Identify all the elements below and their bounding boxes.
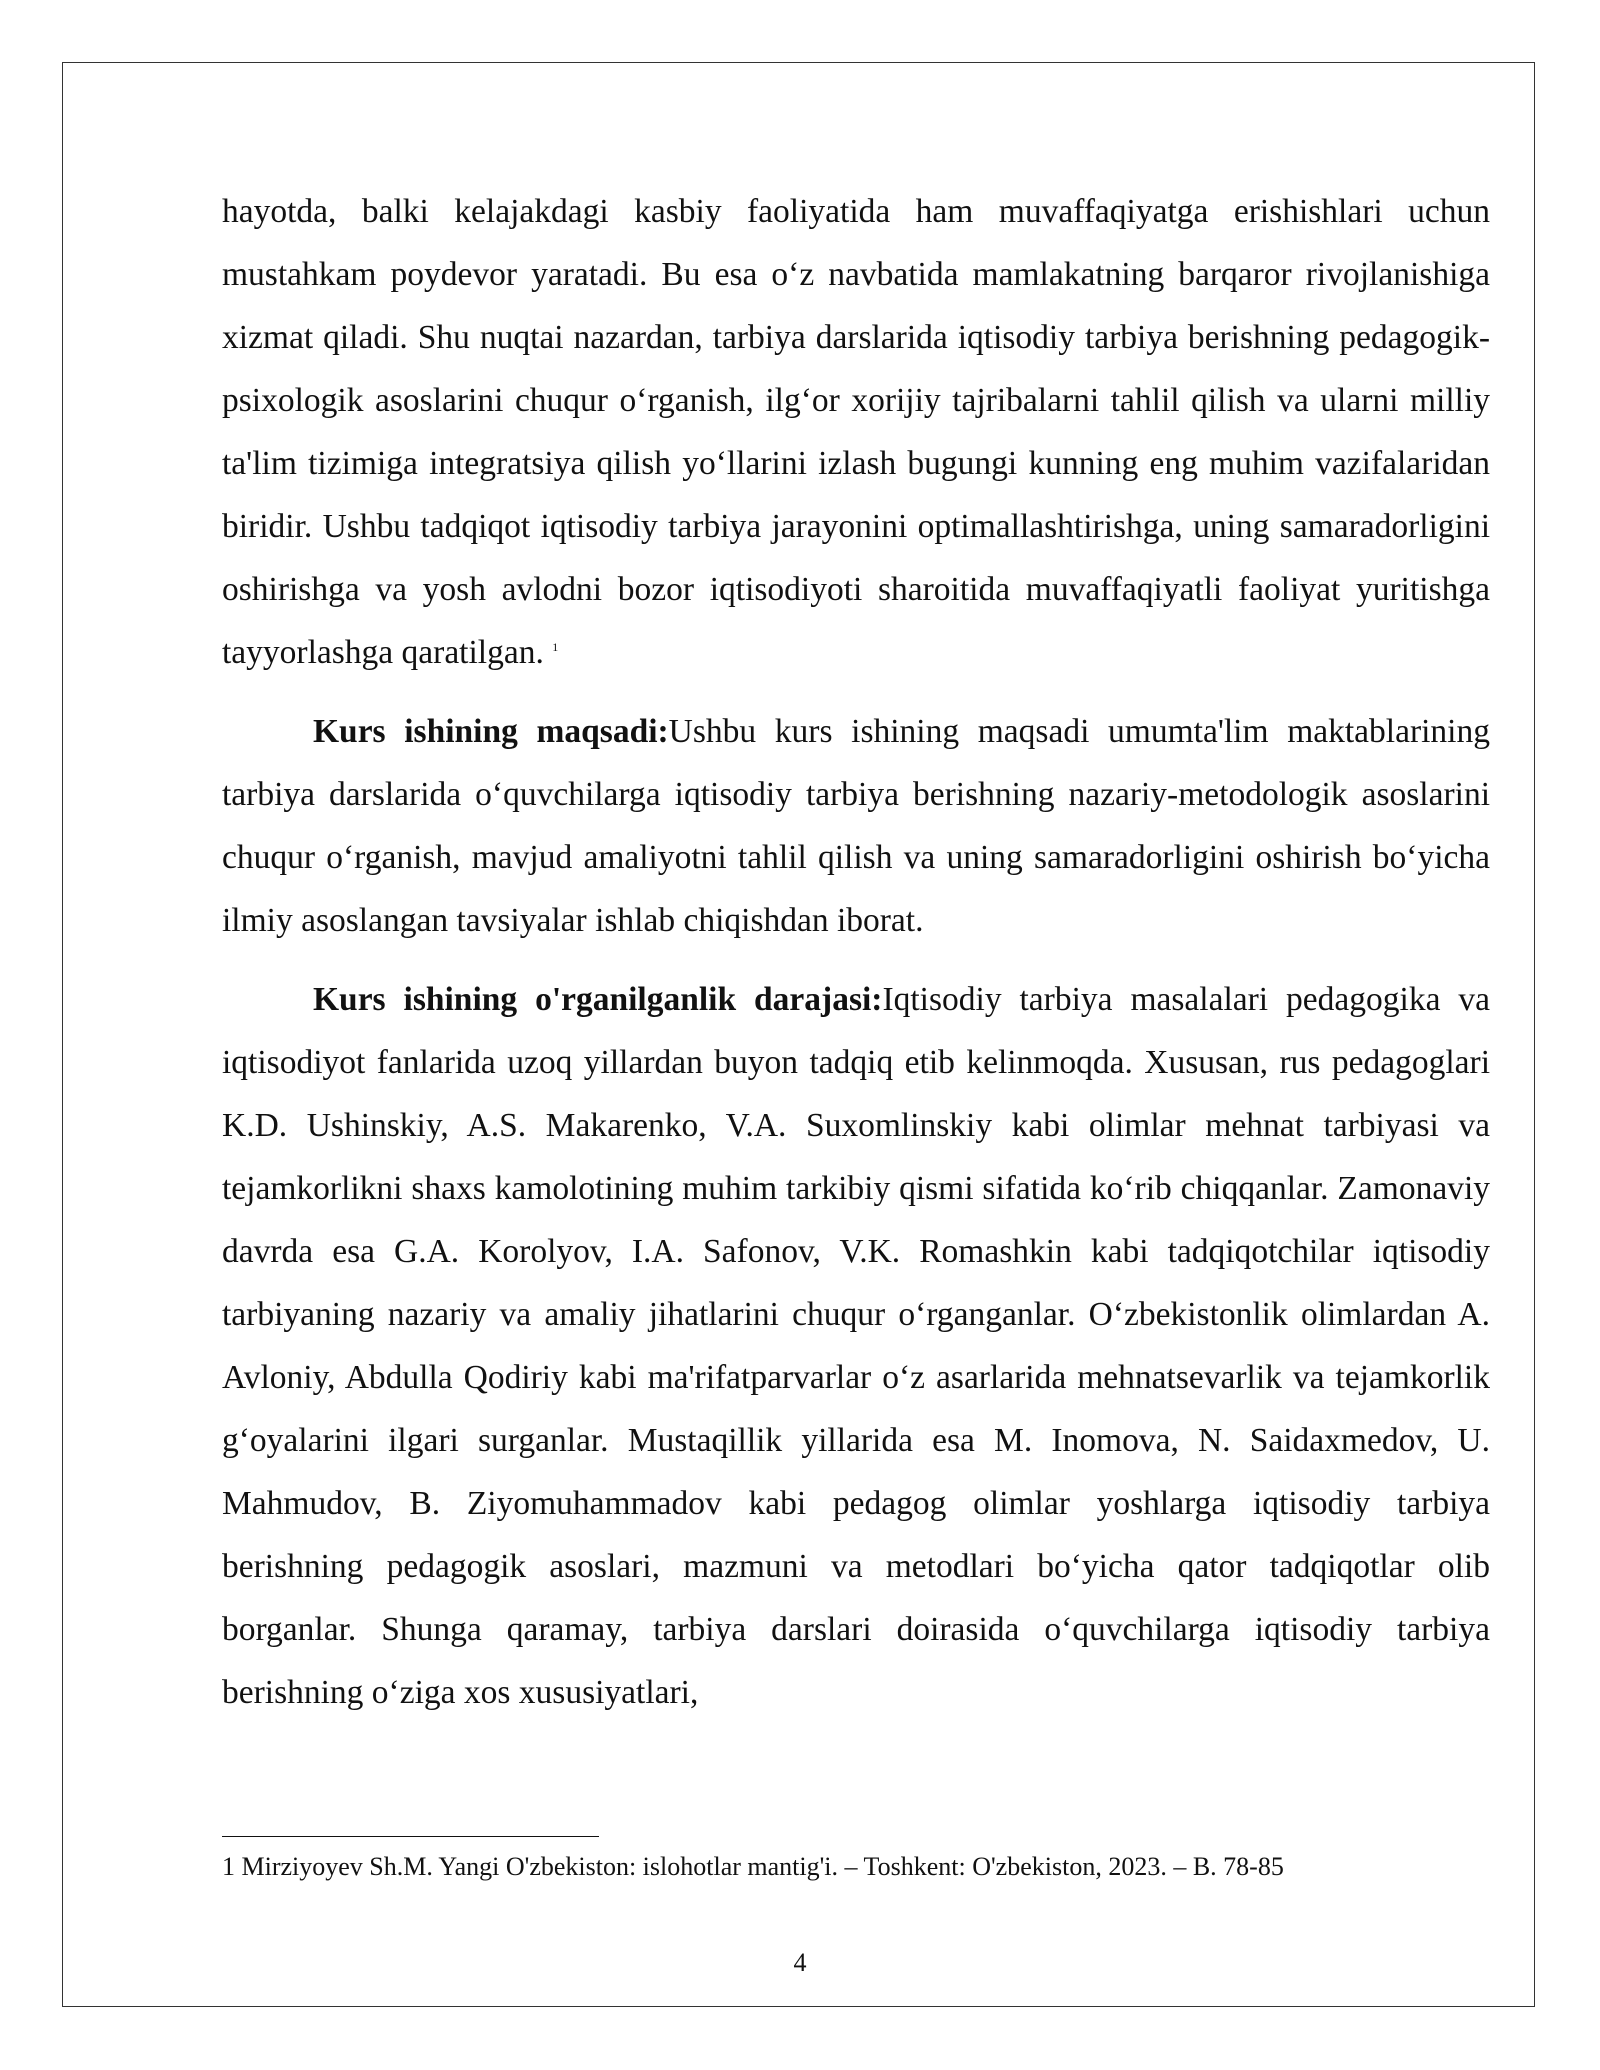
footnote-separator (222, 1836, 599, 1837)
paragraph-text: Iqtisodiy tarbiya masalalari pedagogika va iqtisodiyot fanlarida uzoq yillardan buyon tadqiq etib kelinmoqda. Xususan, rus pedagoglari K.D. Ushinskiy, A.S. Makarenko, V.A. Suxomlinskiy kabi olimlar mehnat tarbiyasi va tejamkorlikni shaxs kamolotining muhim tarkibiy qismi sifatida ko‘rib chiqqanlar. Zamonaviy davrda esa G.A. Korolyov, I.A. Safonov, V.K. Romashkin kabi tadqiqotchilar iqtisodiy tarbiyaning nazariy va amaliy jihatlarini chuqur o‘rganganlar. O‘zbekistonlik olimlardan A. Avloniy, Abdulla Qodiriy kabi ma'rifatparvarlar o‘z asarlarida mehnatsevarlik va tejamkorlik g‘oyalarini ilgari surganlar. Mustaqillik yillarida esa M. Inomova, N. Saidaxmedov, U. Mahmudov, B. Ziyomuhammadov kabi pedagog olimlar yoshlarga iqtisodiy tarbiya berishning pedagogik asoslari, mazmuni va metodlari bo‘yicha qator tadqiqotlar olib borganlar. Shunga qaramay, tarbiya darslari doirasida o‘quvchilarga iqtisodiy tarbiya berishning o‘ziga xos xususiyatlari, (222, 981, 1490, 1711)
paragraph-course-goal (222, 700, 1490, 952)
paragraph-intro-continuation (222, 180, 1490, 684)
section-heading-study-level: Kurs ishining o'rganilganlik darajasi: (313, 981, 883, 1018)
section-heading-goal: Kurs ishining maqsadi: (313, 713, 669, 750)
page-number: 4 (793, 1948, 807, 1977)
paragraph-text: hayotda, balki kelajakdagi kasbiy faoliyatida ham muvaffaqiyatga erishishlari uchun mustahkam poydevor yaratadi. Bu esa o‘z navbatida mamlakatning barqaror rivojlanishiga xizmat qiladi. Shu nuqtai nazardan, tarbiya darslarida iqtisodiy tarbiya berishning pedagogik-psixologik asoslarini chuqur o‘rganish, ilg‘or xorijiy tajribalarni tahlil qilish va ularni milliy ta'lim tizimiga integratsiya qilish yo‘llarini izlash bugungi kunning eng muhim vazifalaridan biridir. Ushbu tadqiqot iqtisodiy tarbiya jarayonini optimallashtirishga, uning samaradorligini oshirishga va yosh avlodni bozor iqtisodiyoti sharoitida muvaffaqiyatli faoliyat yuritishga tayyorlashga qaratilgan. (222, 193, 1490, 671)
document-body (222, 180, 1490, 1724)
footnote-reference[interactable]: 1 (552, 639, 559, 654)
paragraph-study-level (222, 968, 1490, 1724)
paragraph-text: Ushbu kurs ishining maqsadi umumta'lim maktablarining tarbiya darslarida o‘quvchilarga iqtisodiy tarbiya berishning nazariy-metodologik asoslarini chuqur o‘rganish, mavjud amaliyotni tahlil qilish va uning samaradorligini oshirish bo‘yicha ilmiy asoslangan tavsiyalar ishlab chiqishdan iborat. (222, 713, 1490, 939)
footnote: 1 Mirziyoyev Sh.M. Yangi O'zbekiston: islohotlar mantig'i. – Toshkent: O'zbekiston, 2023. – B. 78-85 (222, 1852, 1284, 1881)
